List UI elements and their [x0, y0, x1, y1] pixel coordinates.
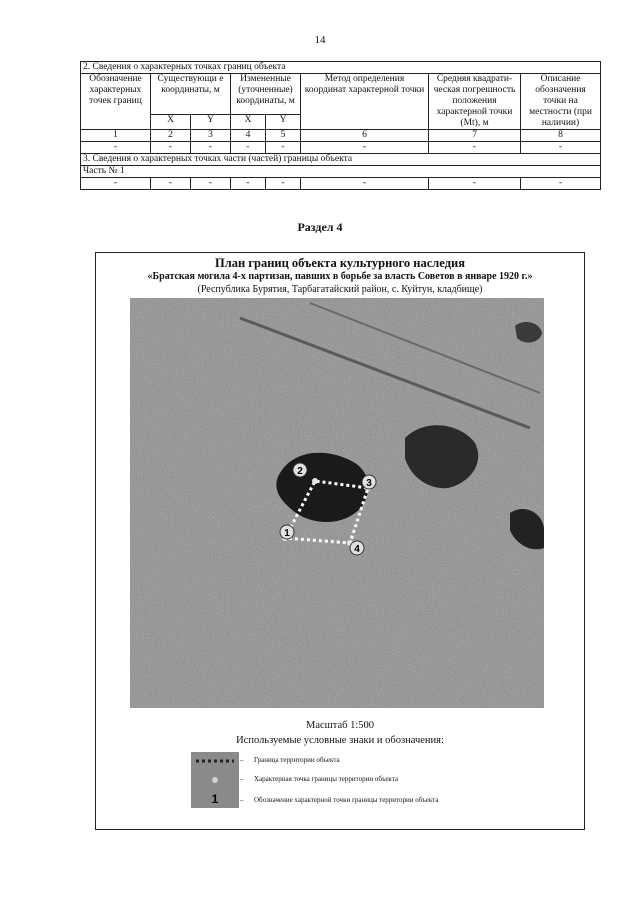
- sub-y-changed: Y: [266, 115, 301, 130]
- table-cell: -: [151, 178, 191, 190]
- legend-number-icon: 1: [211, 792, 219, 806]
- point-label-3: 3: [366, 478, 372, 489]
- table-cell: -: [429, 142, 521, 154]
- table-cell: -: [81, 178, 151, 190]
- col-changed-header: Измененные (уточненные) координаты, м: [231, 74, 301, 115]
- legend-item: – Характерная точка границы территории объекта: [240, 775, 398, 783]
- legend-title: Используемые условные знаки и обозначения:: [236, 735, 444, 746]
- table-cell: -: [81, 142, 151, 154]
- legend-item-label: Характерная точка границы территории объекта: [254, 775, 398, 783]
- sub-y-existing: Y: [191, 115, 231, 130]
- sub-x-changed: X: [231, 115, 266, 130]
- section2-title: 2. Сведения о характерных точках границ объекта: [81, 62, 601, 74]
- plan-title: План границ объекта культурного наследия: [215, 256, 465, 270]
- table-cell: -: [266, 178, 301, 190]
- point-label-4: 4: [354, 544, 360, 555]
- table-cell: -: [301, 142, 429, 154]
- column-number: 5: [266, 130, 301, 142]
- legend-item: – Обозначение характерной точки границы территории объекта: [240, 796, 439, 804]
- column-number: 2: [151, 130, 191, 142]
- col-existing-header: Существующи е координаты, м: [151, 74, 231, 115]
- col-designation-header: Обозначение характерных точек границ: [81, 74, 151, 130]
- aerial-map: [130, 298, 544, 708]
- column-number: 6: [301, 130, 429, 142]
- sub-x-existing: X: [151, 115, 191, 130]
- point-label-1: 1: [284, 528, 290, 539]
- column-number: 3: [191, 130, 231, 142]
- table-cell: -: [151, 142, 191, 154]
- table-row: [81, 178, 601, 190]
- table-cell: -: [521, 178, 601, 190]
- boundary-point-marker: [312, 478, 318, 484]
- plan-location: (Республика Бурятия, Тарбагатайский район, с. Куйтун, кладбище): [197, 284, 483, 295]
- column-number: 8: [521, 130, 601, 142]
- boundary-points-table: [80, 61, 601, 190]
- point-label-2: 2: [297, 466, 303, 477]
- map-scale: Масштаб 1:500: [305, 720, 374, 731]
- table-row: [81, 142, 601, 154]
- legend-item-label: Граница территории объекта: [254, 756, 340, 764]
- column-number: 7: [429, 130, 521, 142]
- legend-item-label: Обозначение характерной точки границы территории объекта: [254, 796, 439, 804]
- col-method-header: Метод определения координат характерной точки: [301, 74, 429, 130]
- table-cell: -: [231, 142, 266, 154]
- legend-swatch: [191, 752, 239, 808]
- col-description-header: Описание обозначения точки на местности (при наличии): [521, 74, 601, 130]
- table-cell: -: [191, 142, 231, 154]
- table-cell: -: [429, 178, 521, 190]
- plan-subtitle: «Братская могила 4-х партизан, павших в борьбе за власть Советов в январе 1920 г.»: [147, 271, 533, 282]
- column-numbers-row: [81, 130, 601, 142]
- col-error-header: Средняя квадрати-ческая погрешность положения характерной точки (Mt), м: [429, 74, 521, 130]
- column-number: 4: [231, 130, 266, 142]
- table-cell: -: [231, 178, 266, 190]
- section-title: Раздел 4: [297, 220, 343, 234]
- column-number: 1: [81, 130, 151, 142]
- section3-title: 3. Сведения о характерных точках части (частей) границы объекта: [81, 154, 601, 166]
- page-number: 14: [314, 34, 326, 46]
- part-label: Часть № 1: [81, 166, 601, 178]
- table-cell: -: [301, 178, 429, 190]
- legend-item: – Граница территории объекта: [240, 756, 340, 764]
- table-cell: -: [521, 142, 601, 154]
- legend-point-icon: [212, 777, 218, 783]
- table-cell: -: [266, 142, 301, 154]
- table-cell: -: [191, 178, 231, 190]
